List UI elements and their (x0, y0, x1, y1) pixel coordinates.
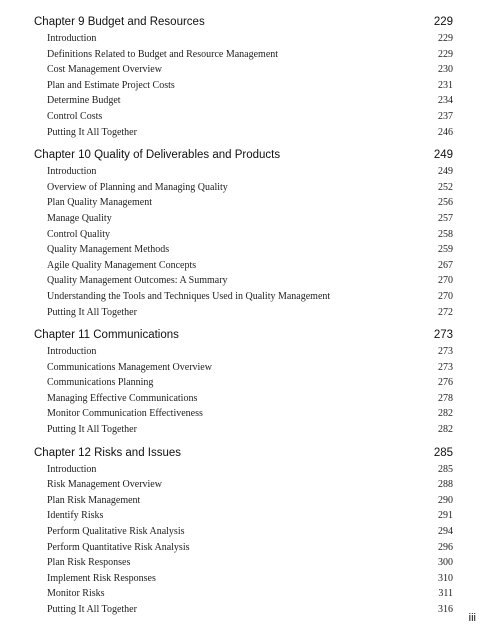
section-page: 258 (438, 228, 453, 240)
chapter-title: Chapter 11 Communications (34, 329, 179, 342)
section-page: 272 (438, 306, 453, 318)
section-entry[interactable] (34, 62, 453, 78)
section-title: Risk Management Overview (47, 479, 162, 491)
section-title: Manage Quality (47, 212, 112, 224)
section-page: 285 (438, 463, 453, 475)
section-entry[interactable] (34, 360, 453, 376)
section-title: Managing Effective Communications (47, 392, 198, 404)
section-entry[interactable] (34, 344, 453, 360)
section-page: 276 (438, 377, 453, 389)
section-title: Plan and Estimate Project Costs (47, 79, 175, 91)
section-list (34, 31, 453, 140)
section-entry[interactable] (34, 211, 453, 227)
section-title: Quality Management Methods (47, 244, 170, 256)
section-page: 273 (438, 361, 453, 373)
section-title: Communications Management Overview (47, 361, 212, 373)
section-entry[interactable] (34, 305, 453, 321)
section-entry[interactable] (34, 375, 453, 391)
section-title: Implement Risk Responses (47, 572, 156, 584)
section-title: Definitions Related to Budget and Resource Management (47, 48, 279, 60)
section-page: 273 (438, 346, 453, 358)
section-entry[interactable] (34, 508, 453, 524)
chapter-page: 273 (433, 329, 453, 342)
section-title: Identify Risks (47, 510, 104, 522)
section-title: Monitor Communication Effectiveness (47, 408, 203, 420)
section-page: 237 (438, 110, 453, 122)
chapter-page: 229 (433, 16, 453, 28)
section-title: Quality Management Outcomes: A Summary (47, 275, 228, 287)
section-page: 249 (438, 166, 453, 178)
section-entry[interactable] (34, 406, 453, 422)
section-page: 267 (438, 259, 453, 271)
chapter-heading[interactable] (34, 13, 453, 31)
section-entry[interactable] (34, 164, 453, 180)
chapter-heading[interactable] (34, 146, 453, 164)
chapter-heading[interactable] (34, 326, 453, 344)
chapter-title: Chapter 10 Quality of Deliverables and Products (34, 149, 281, 162)
section-title: Plan Quality Management (47, 197, 152, 209)
section-page: 259 (438, 244, 453, 256)
section-page: 311 (438, 588, 453, 600)
section-title: Understanding the Tools and Techniques Used in Quality Management (47, 290, 331, 302)
chapter-9 (34, 13, 453, 140)
page-number: iii (468, 612, 476, 624)
section-entry[interactable] (34, 195, 453, 211)
section-entry[interactable] (34, 93, 453, 109)
section-page: 234 (438, 95, 453, 107)
section-entry[interactable] (34, 422, 453, 438)
section-title: Putting It All Together (47, 424, 137, 436)
section-entry[interactable] (34, 391, 453, 407)
section-title: Putting It All Together (47, 604, 137, 615)
chapter-11 (34, 326, 453, 438)
section-entry[interactable] (34, 125, 453, 141)
section-title: Plan Risk Management (47, 494, 141, 506)
section-entry[interactable] (34, 109, 453, 125)
section-entry[interactable] (34, 180, 453, 196)
section-page: 282 (438, 408, 453, 420)
section-title: Perform Quantitative Risk Analysis (47, 541, 190, 553)
section-title: Monitor Risks (47, 588, 105, 600)
section-entry[interactable] (34, 571, 453, 587)
section-page: 246 (438, 126, 453, 138)
chapter-10 (34, 146, 453, 320)
section-entry[interactable] (34, 273, 453, 289)
section-title: Putting It All Together (47, 306, 137, 318)
section-entry[interactable] (34, 477, 453, 493)
section-title: Determine Budget (47, 95, 121, 107)
section-entry[interactable] (34, 242, 453, 258)
section-page: 278 (438, 392, 453, 404)
table-of-contents (34, 13, 453, 618)
section-title: Plan Risk Responses (47, 557, 131, 569)
section-page: 310 (438, 572, 453, 584)
section-title: Control Quality (47, 228, 111, 240)
section-page: 291 (438, 510, 453, 522)
section-page: 257 (438, 212, 453, 224)
section-entry[interactable] (34, 462, 453, 478)
section-entry[interactable] (34, 602, 453, 618)
section-page: 256 (438, 197, 453, 209)
chapter-page: 285 (433, 446, 453, 459)
section-page: 270 (438, 290, 453, 302)
section-page: 270 (438, 275, 453, 287)
section-title: Introduction (47, 346, 97, 358)
section-list (34, 344, 453, 438)
section-entry[interactable] (34, 555, 453, 571)
section-entry[interactable] (34, 524, 453, 540)
section-page: 252 (438, 181, 453, 193)
section-entry[interactable] (34, 47, 453, 63)
section-entry[interactable] (34, 258, 453, 274)
section-page: 294 (438, 526, 453, 538)
section-page: 300 (438, 557, 453, 569)
section-page: 229 (438, 48, 453, 60)
section-list (34, 462, 453, 618)
section-title: Introduction (47, 166, 97, 178)
section-page: 290 (438, 494, 453, 506)
chapter-title: Chapter 9 Budget and Resources (34, 16, 205, 28)
section-page: 282 (438, 424, 453, 436)
section-title: Putting It All Together (47, 126, 137, 138)
chapter-12 (34, 444, 453, 618)
section-title: Communications Planning (47, 377, 154, 389)
section-entry[interactable] (34, 493, 453, 509)
section-title: Agile Quality Management Concepts (47, 259, 197, 271)
section-title: Cost Management Overview (47, 64, 162, 76)
section-entry[interactable] (34, 540, 453, 556)
section-title: Introduction (47, 463, 97, 475)
section-page: 229 (438, 33, 453, 44)
section-page: 288 (438, 479, 453, 491)
section-title: Introduction (47, 33, 97, 44)
section-page: 231 (438, 79, 453, 91)
chapter-page: 249 (433, 149, 453, 162)
section-entry[interactable] (34, 31, 453, 47)
section-entry[interactable] (34, 586, 453, 602)
section-entry[interactable] (34, 289, 453, 305)
section-entry[interactable] (34, 78, 453, 94)
section-list (34, 164, 453, 320)
chapter-title: Chapter 12 Risks and Issues (34, 446, 182, 459)
section-page: 316 (438, 604, 453, 615)
section-title: Perform Qualitative Risk Analysis (47, 526, 185, 538)
chapter-heading[interactable] (34, 444, 453, 462)
section-entry[interactable] (34, 227, 453, 243)
section-title: Overview of Planning and Managing Quality (47, 181, 228, 193)
section-title: Control Costs (47, 110, 103, 122)
section-page: 230 (438, 64, 453, 76)
section-page: 296 (438, 541, 453, 553)
